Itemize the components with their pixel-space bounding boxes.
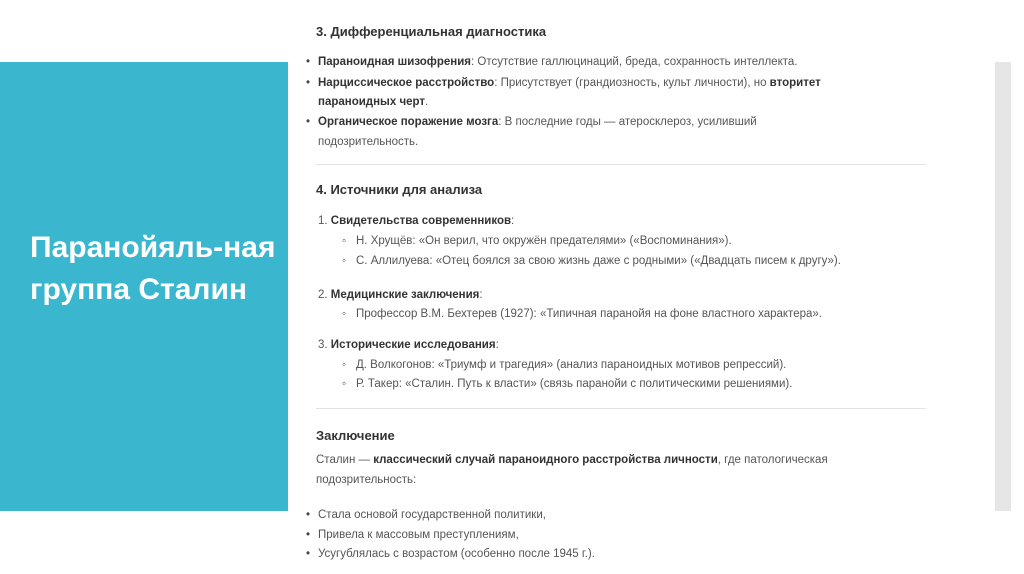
list-item: • Нарциссическое расстройство: Присутствует (грандиозность, культ личности), но вторитет [318,77,821,89]
conclusion-paragraph: Сталин — классический случай параноидного расстройства личности, где патологическая [316,454,828,466]
section-heading-conclusion: Заключение [316,428,395,443]
conclusion-paragraph-cont: подозрительность: [316,474,417,486]
section-heading-diff: 3. Дифференциальная диагностика [316,24,547,39]
slide-title: Паранойяль-ная группа Сталин [30,231,276,306]
sub-item: ◦ Р. Такер: «Сталин. Путь к власти» (связь паранойи с политическими решениями). [356,378,792,390]
title-panel [0,62,288,511]
list-item: • Органическое поражение мозга: В последние годы — атеросклероз, усиливший [318,116,757,128]
sub-item: ◦ Д. Волкогонов: «Триумф и трагедия» (анализ параноидных мотивов репрессий). [356,359,786,371]
section-heading-sources: 4. Источники для анализа [316,182,483,197]
divider [316,408,926,409]
sub-item: ◦ С. Аллилуева: «Отец боялся за свою жизнь даже с родными» («Двадцать писем к другу»). [356,255,841,267]
numbered-item: 3. Исторические исследования: [318,339,499,351]
list-item-cont: параноидных черт. [318,96,429,108]
list-item: • Стала основой государственной политики, [318,509,546,521]
list-item: • Привела к массовым преступлениям, [318,529,519,541]
list-item: • Усугублялась с возрастом (особенно после 1945 г.). [318,548,595,560]
divider [316,164,926,165]
list-item: • Параноидная шизофрения: Отсутствие галлюцинаций, бреда, сохранность интеллекта. [318,56,797,68]
numbered-item: 2. Медицинские заключения: [318,289,483,301]
sub-item: ◦ Н. Хрущёв: «Он верил, что окружён предателями» («Воспоминания»). [356,235,732,247]
side-strip [995,62,1011,511]
list-item-cont: подозрительность. [318,136,419,148]
document-image [300,0,940,574]
numbered-item: 1. Свидетельства современников: [318,215,515,227]
sub-item: ◦ Профессор В.М. Бехтерев (1927): «Типичная паранойя на фоне властного характера». [356,308,822,320]
